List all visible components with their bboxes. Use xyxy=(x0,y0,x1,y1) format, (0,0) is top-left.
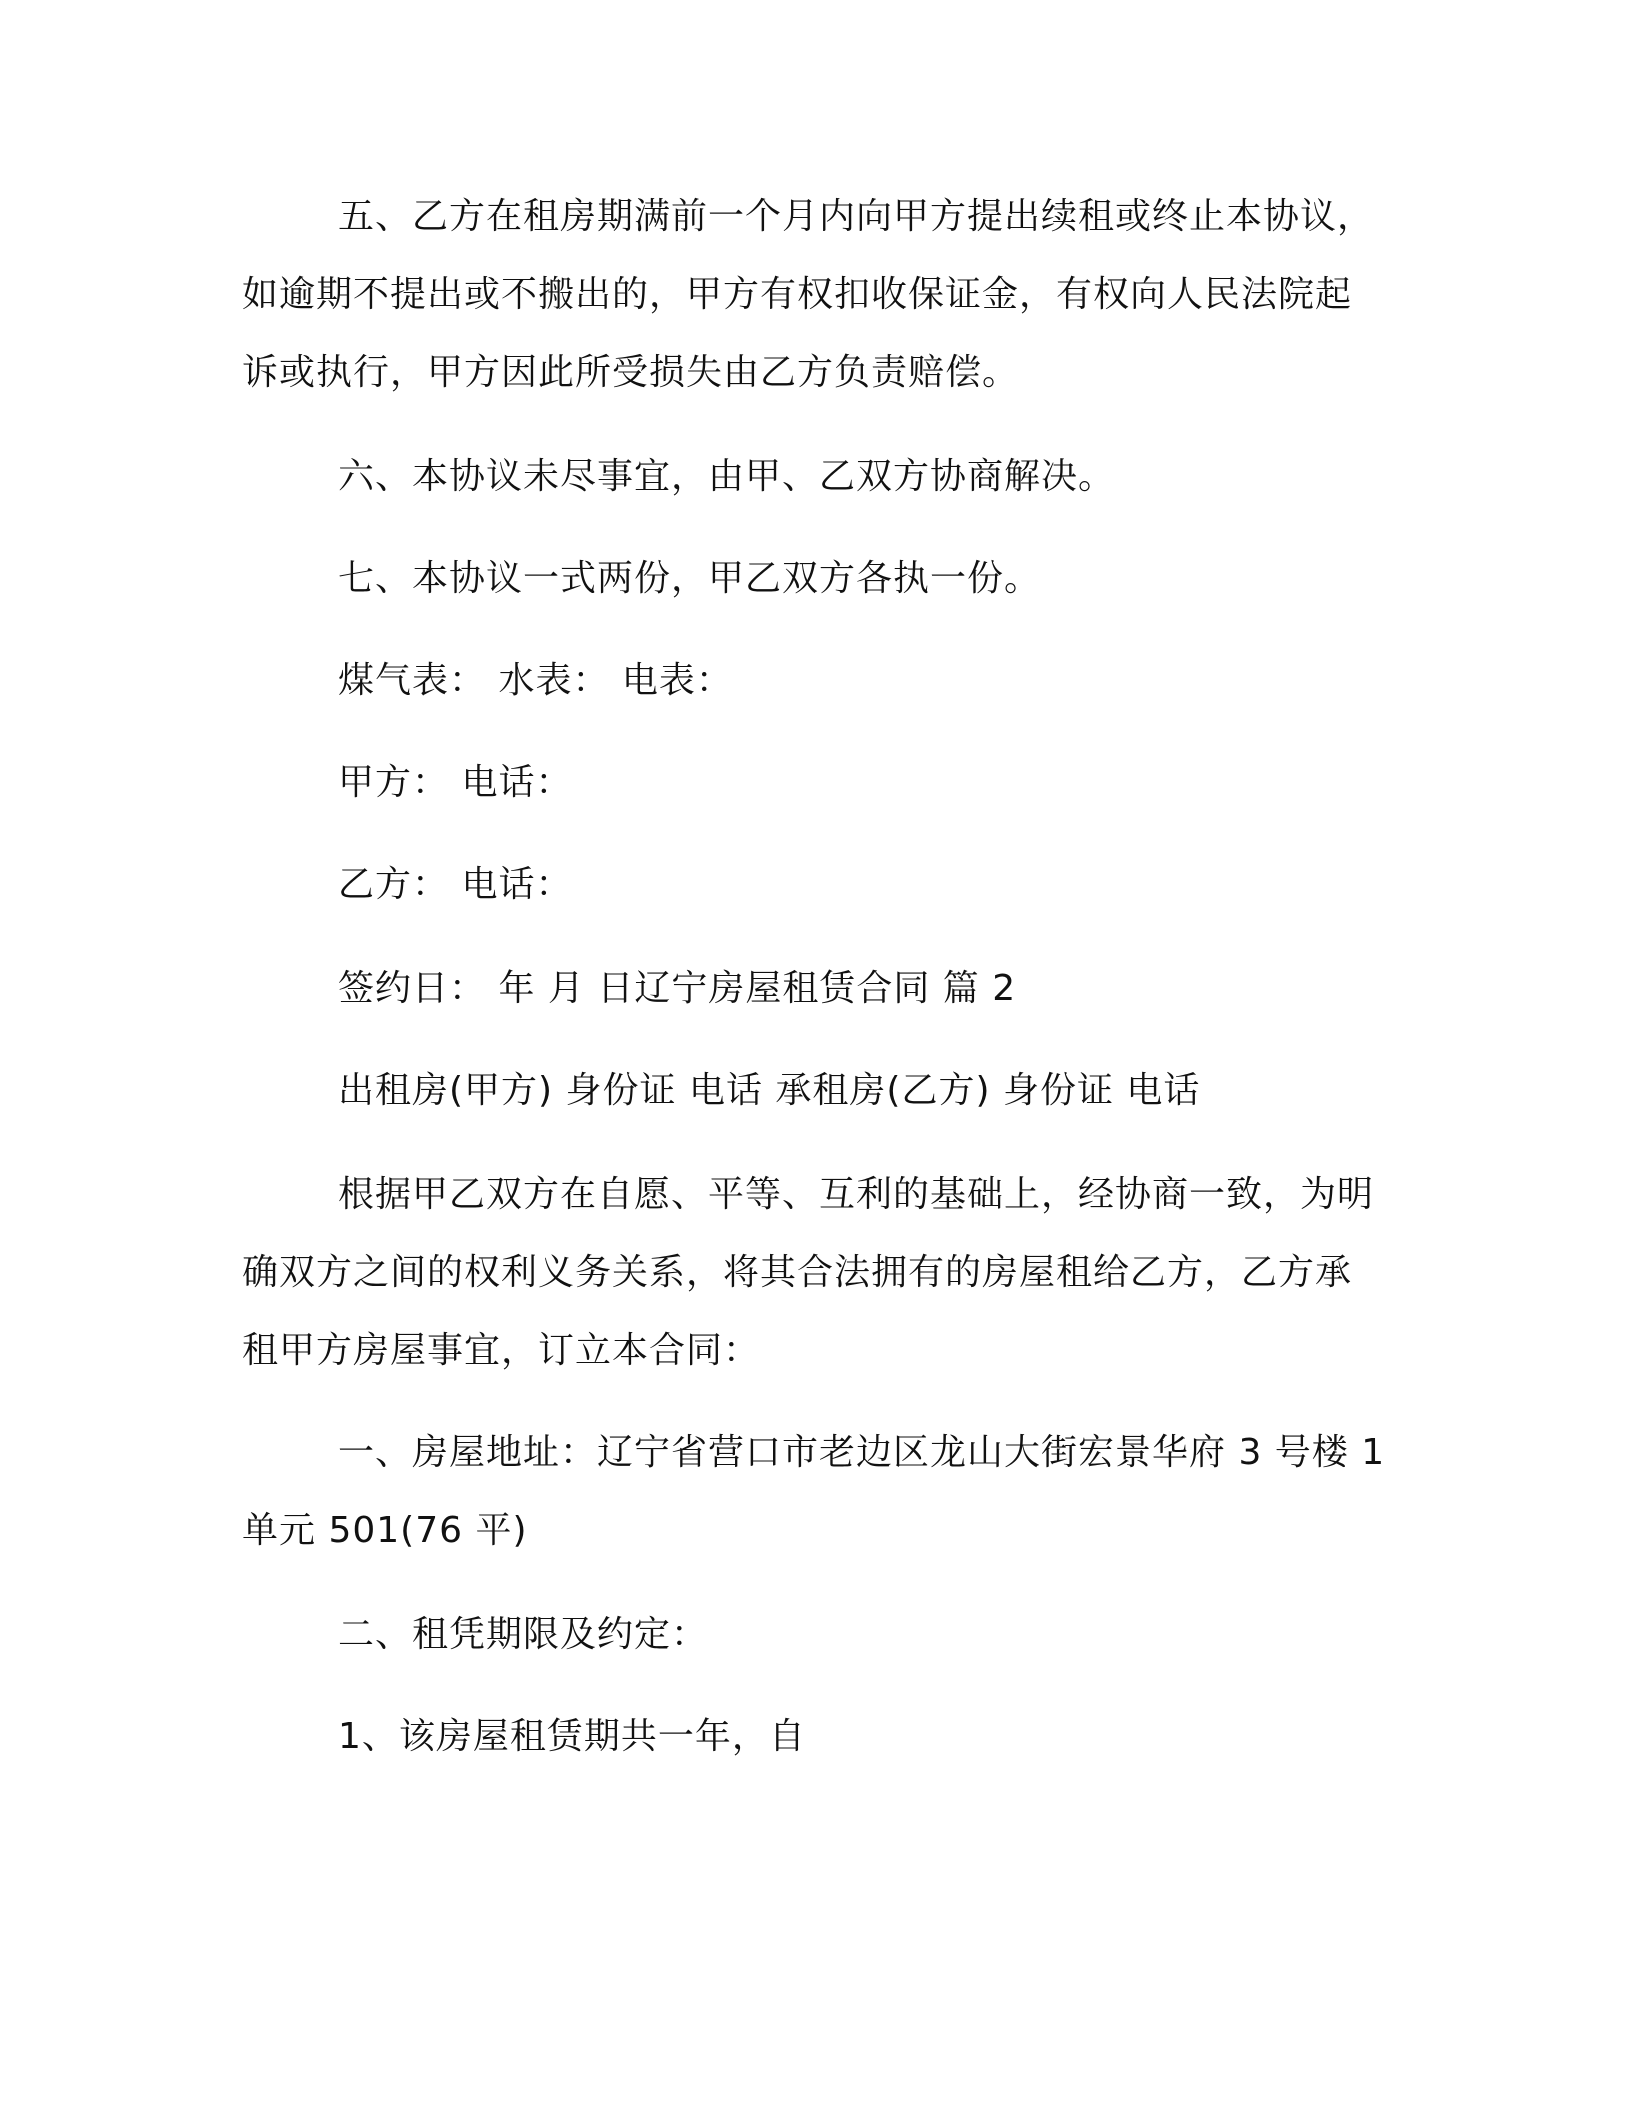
preamble-line-1: 根据甲乙双方在自愿、平等、互利的基础上，经协商一致，为明 xyxy=(338,1174,1375,1215)
address-line-2: 单元 501(76 平) xyxy=(242,1510,528,1551)
term-heading: 二、租凭期限及约定： xyxy=(338,1614,709,1655)
clause-six: 六、本协议未尽事宜，由甲、乙双方协商解决。 xyxy=(338,456,1116,497)
party-a-phone: 甲方： 电话： xyxy=(338,762,573,803)
clause-five xyxy=(242,178,1410,412)
clause-five-line-3: 诉或执行，甲方因此所受损失由乙方负责赔偿。 xyxy=(242,352,1020,393)
contract-preamble xyxy=(242,1156,1410,1390)
clause-address xyxy=(242,1414,1410,1570)
clause-seven: 七、本协议一式两份，甲乙双方各执一份。 xyxy=(338,558,1042,599)
preamble-line-2: 确双方之间的权利义务关系，将其合法拥有的房屋租给乙方，乙方承 xyxy=(242,1252,1353,1293)
term-clause-1: 1、该房屋租赁期共一年，自 xyxy=(338,1716,806,1757)
party-b-phone: 乙方： 电话： xyxy=(338,864,573,905)
meter-readings: 煤气表： 水表： 电表： xyxy=(338,660,733,701)
signing-date: 签约日： 年 月 日辽宁房屋租赁合同 篇 2 xyxy=(338,968,1017,1009)
preamble-line-3: 租甲方房屋事宜，订立本合同： xyxy=(242,1330,761,1371)
address-line-1: 一、房屋地址：辽宁省营口市老边区龙山大街宏景华府 3 号楼 1 xyxy=(338,1432,1386,1473)
clause-five-line-1: 五、乙方在租房期满前一个月内向甲方提出续租或终止本协议， xyxy=(338,196,1375,237)
clause-five-line-2: 如逾期不提出或不搬出的，甲方有权扣收保证金，有权向人民法院起 xyxy=(242,274,1353,315)
parties-header: 出租房(甲方) 身份证 电话 承租房(乙方) 身份证 电话 xyxy=(338,1070,1201,1111)
